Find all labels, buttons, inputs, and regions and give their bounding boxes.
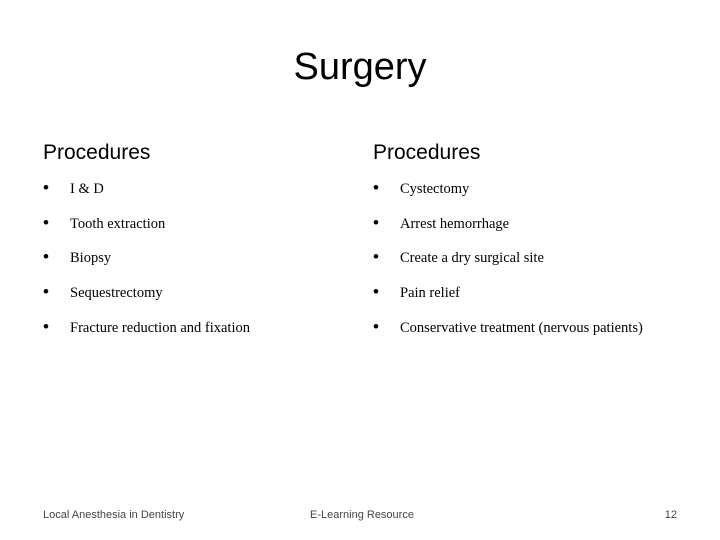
bullet-icon: • (373, 178, 379, 197)
column-heading: Procedures (373, 141, 481, 164)
list-item (43, 174, 343, 209)
list-item-text: I & D (70, 181, 104, 197)
list-item-text: Create a dry surgical site (400, 250, 544, 267)
column-heading: Procedures (43, 141, 151, 164)
list-item (373, 313, 703, 348)
procedure-list (373, 174, 703, 347)
list-item (373, 209, 703, 244)
list-item (373, 243, 703, 278)
bullet-icon: • (43, 247, 49, 267)
list-item-text: Arrest hemorrhage (400, 215, 510, 232)
list-item (43, 278, 343, 313)
footer-resource-label: E-Learning Resource (310, 509, 414, 521)
list-item-text: Pain relief (400, 285, 460, 302)
list-item-text: Cystectomy (400, 181, 470, 197)
procedures-column-right (373, 138, 703, 347)
footer-course-title: Local Anesthesia in Dentistry (43, 509, 185, 521)
list-item (43, 313, 343, 348)
list-item-text: Tooth extraction (70, 215, 166, 232)
list-item (43, 209, 343, 244)
bullet-icon: • (43, 212, 49, 232)
list-item (43, 243, 343, 278)
list-item-text: Sequestrectomy (70, 285, 163, 302)
bullet-icon: • (43, 316, 49, 336)
procedures-column-left (43, 138, 343, 347)
list-item-text: Fracture reduction and fixation (70, 319, 250, 336)
bullet-icon: • (43, 282, 49, 302)
bullet-icon: • (43, 178, 49, 197)
procedure-list (43, 174, 343, 347)
bullet-icon: • (373, 212, 379, 232)
list-item-text: Conservative treatment (nervous patients) (400, 319, 643, 336)
page-number: 12 (664, 509, 677, 521)
bullet-icon: • (373, 282, 379, 302)
list-item-text: Biopsy (70, 250, 112, 267)
list-item (373, 174, 703, 209)
bullet-icon: • (373, 316, 379, 336)
slide-title: Surgery (293, 46, 427, 88)
bullet-icon: • (373, 247, 379, 267)
list-item (373, 278, 703, 313)
